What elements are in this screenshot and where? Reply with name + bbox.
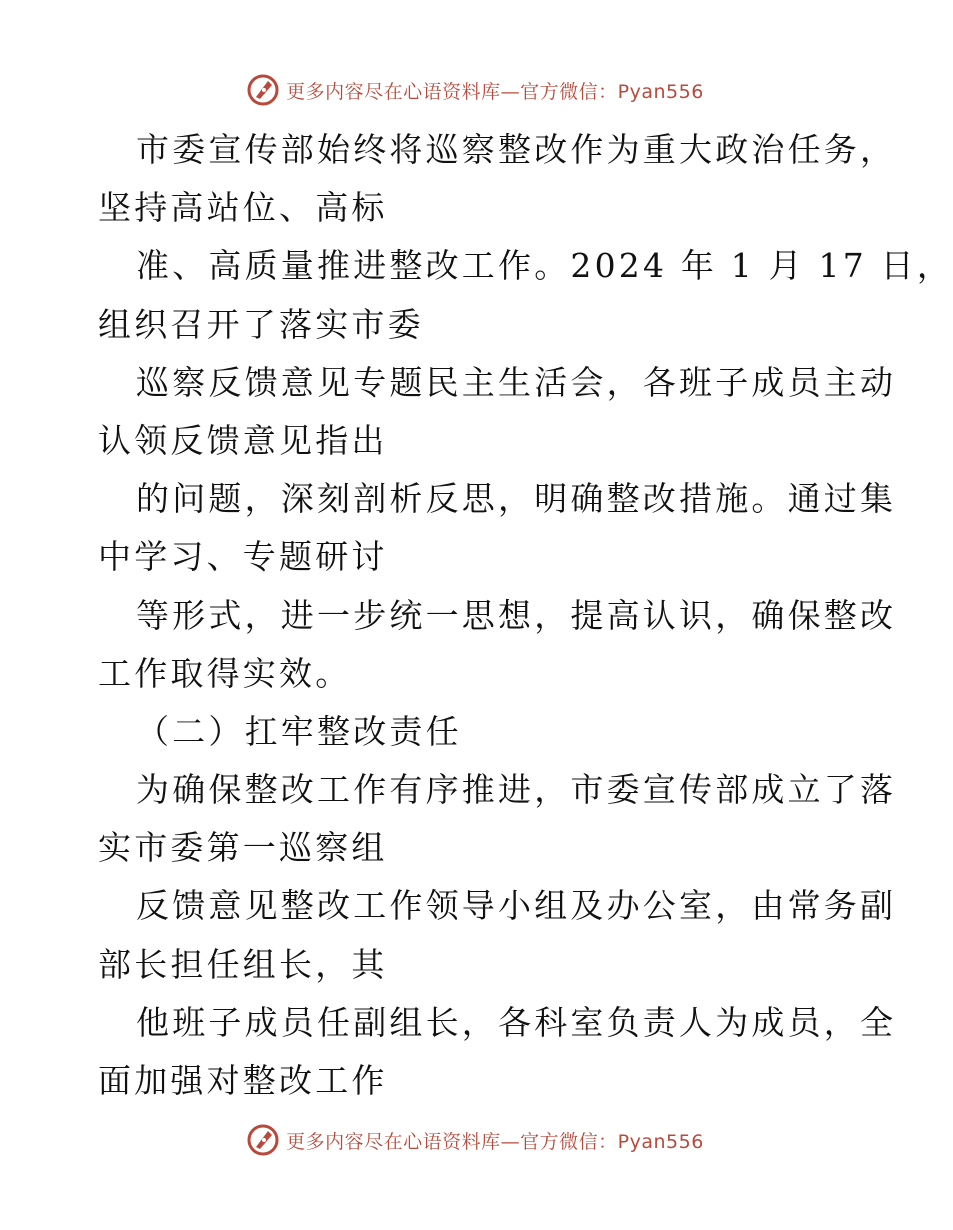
paragraph-line: 部长担任组长，其	[98, 944, 388, 984]
pen-nib-logo-icon	[246, 1123, 280, 1157]
footer-banner-main: 更多内容尽在心语资料库	[286, 1130, 501, 1153]
footer-banner-wechat: 官方微信：Pyan556	[520, 1130, 704, 1153]
paragraph-line: 坚持高站位、高标	[98, 188, 388, 228]
paragraph-line: 他班子成员任副组长，各科室负责人为成员，全	[136, 1002, 897, 1042]
header-banner-text	[286, 77, 704, 104]
paragraph-line: 实市委第一巡察组	[98, 828, 388, 868]
paragraph-line: 为确保整改工作有序推进，市委宣传部成立了落	[136, 770, 897, 810]
header-banner-wechat: 官方微信：Pyan556	[520, 80, 704, 103]
footer-banner-text	[286, 1127, 704, 1154]
header-banner-main: 更多内容尽在心语资料库	[286, 80, 501, 103]
paragraph-line: 中学习、专题研讨	[98, 537, 388, 577]
paragraph-line: 工作取得实效。	[98, 653, 352, 693]
paragraph-line: 准、高质量推进整改工作。2024 年 1 月 17 日，	[136, 246, 953, 286]
paragraph-line: 认领反馈意见指出	[98, 420, 388, 460]
section-heading: （二）扛牢整改责任	[136, 711, 462, 751]
paragraph-line: 市委宣传部始终将巡察整改作为重大政治任务，	[136, 130, 897, 169]
paragraph-line: 反馈意见整改工作领导小组及办公室，由常务副	[136, 886, 897, 926]
pen-nib-logo-icon	[246, 73, 280, 107]
footer-banner	[0, 1120, 950, 1160]
paragraph-line: 巡察反馈意见专题民主生活会，各班子成员主动	[136, 362, 897, 402]
paragraph-line: 组织召开了落实市委	[98, 304, 424, 344]
header-banner	[0, 70, 950, 110]
paragraph-line: 等形式，进一步统一思想，提高认识，确保整改	[136, 595, 897, 635]
paragraph-line: 的问题，深刻剖析反思，明确整改措施。通过集	[136, 479, 897, 519]
footer-banner-separator: —	[500, 1130, 521, 1153]
paragraph-line: 面加强对整改工作	[98, 1061, 388, 1100]
body-text	[98, 121, 953, 1110]
header-banner-separator: —	[500, 80, 521, 103]
